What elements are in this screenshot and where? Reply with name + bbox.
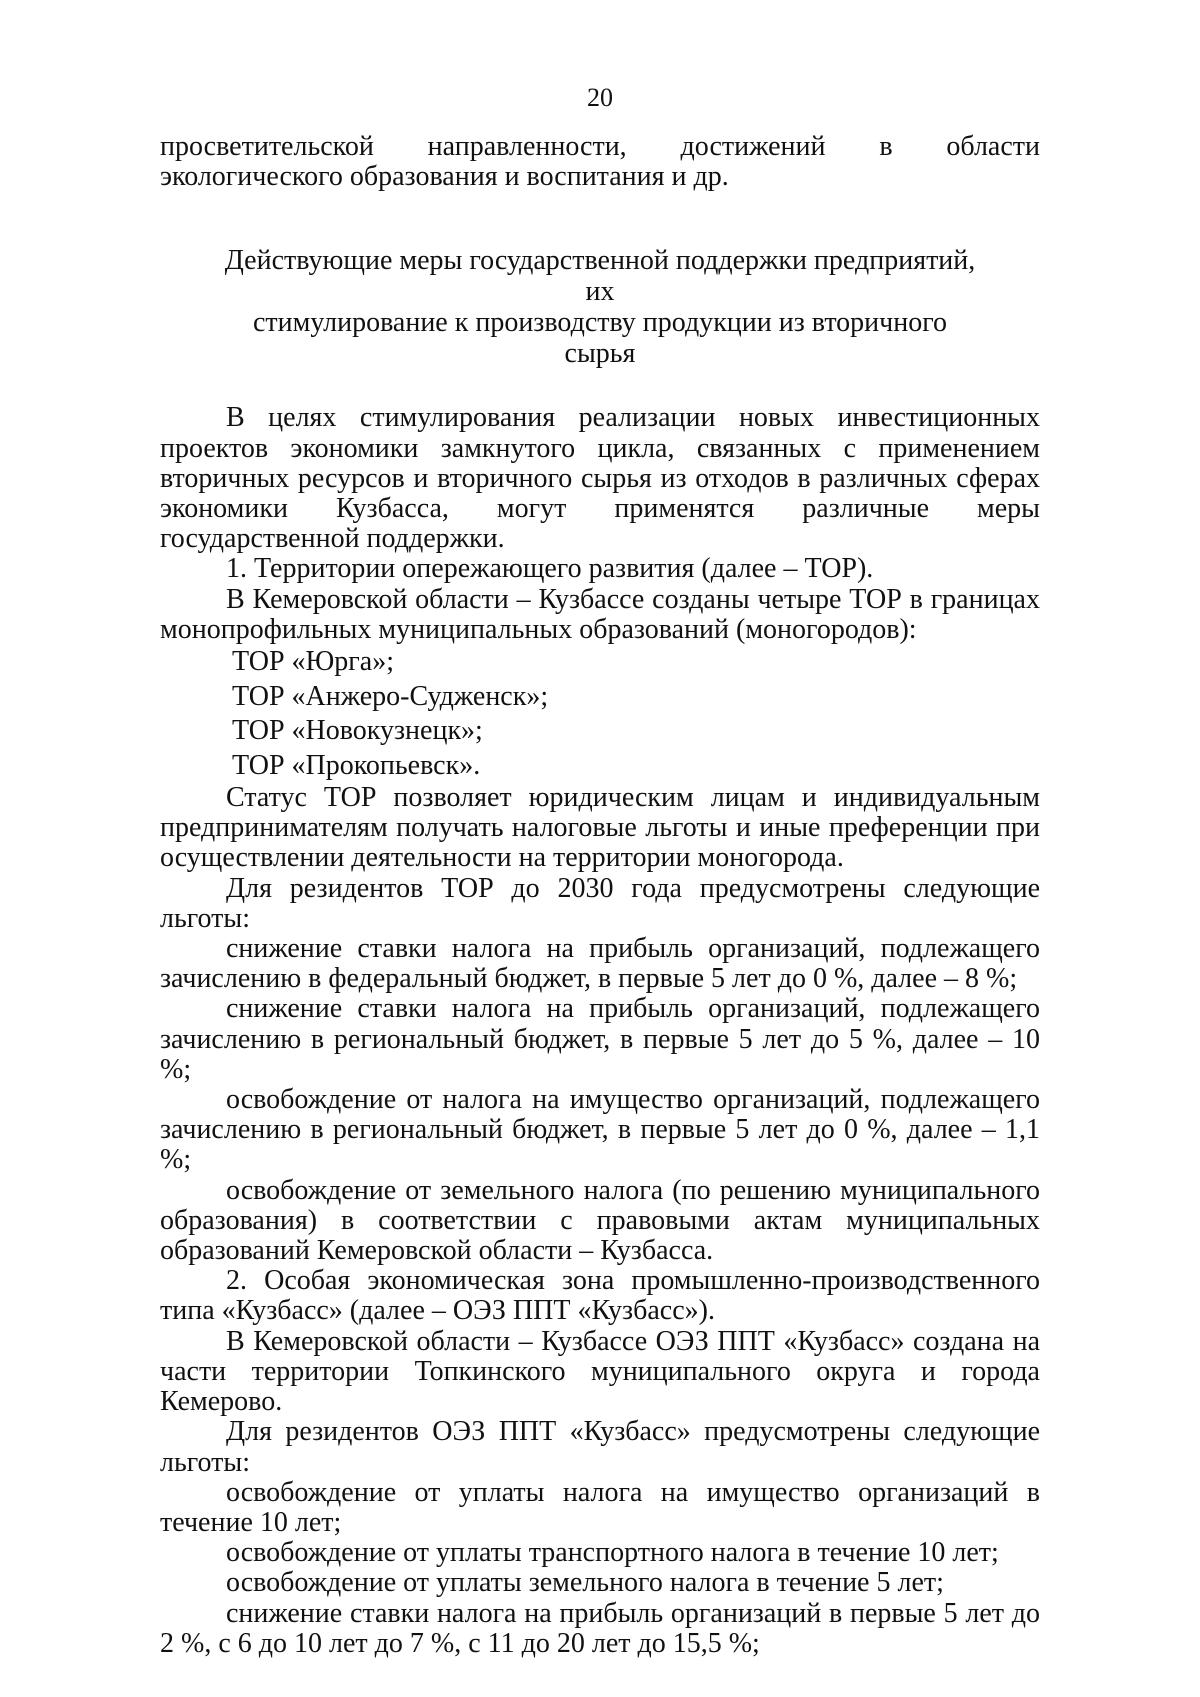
section-heading-line-1: Действующие меры государственной поддержки предприятий, их bbox=[224, 245, 976, 308]
list-item: ТОР «Прокопьевск». bbox=[232, 749, 481, 781]
paragraph-goals: В целях стимулирования реализации новых инвестиционных проектов экономики замкнутого цикла, связанных с применением вторичных ресурсов и вторичного сырья из отходов в различных сферах экономики Кузбасса, могут применятся различные меры государственной поддержки. bbox=[160, 402, 1040, 555]
paragraph-sez-benefits-intro: Для резидентов ОЭЗ ППТ «Кузбасс» предусмотрены следующие льготы: bbox=[160, 1416, 1040, 1478]
paragraph-tor-created: В Кемеровской области – Кузбассе созданы четыре ТОР в границах монопрофильных муниципальных образований (моногородов): bbox=[160, 583, 1040, 645]
section-heading bbox=[160, 245, 1040, 369]
list-item: ТОР «Юрга»; bbox=[232, 646, 394, 678]
paragraph-tor-title: 1. Территории опережающего развития (далее – ТОР). bbox=[226, 553, 874, 585]
tor-list bbox=[160, 645, 1040, 783]
paragraph-sez-created: В Кемеровской области – Кузбассе ОЭЗ ППТ «Кузбасс» создана на части территории Топкинского муниципального округа и города Кемерово. bbox=[160, 1325, 1040, 1418]
paragraph-benefit-regional-tax: снижение ставки налога на прибыль организаций, подлежащего зачислению в региональный бюджет, в первые 5 лет до 5 %, далее – 10 %; bbox=[160, 993, 1040, 1085]
spacer bbox=[160, 192, 1040, 245]
spacer bbox=[160, 369, 1040, 403]
section-heading-line-2: стимулирование к производству продукции из вторичного сырья bbox=[252, 307, 948, 370]
document-body bbox=[160, 132, 1040, 1659]
list-item: ТОР «Новокузнецк»; bbox=[232, 715, 483, 747]
paragraph-sez-profit-tax: снижение ставки налога на прибыль организаций в первые 5 лет до 2 %, с 6 до 10 лет до 7 %, с 11 до 20 лет до 15,5 %; bbox=[160, 1597, 1040, 1659]
paragraph-sez-title: 2. Особая экономическая зона промышленно-производственного типа «Кузбасс» (далее – ОЭЗ ППТ «Кузбасс»). bbox=[160, 1265, 1040, 1327]
paragraph-sez-transport-tax: освобождение от уплаты транспортного налога в течение 10 лет; bbox=[226, 1537, 999, 1569]
paragraph-benefit-federal-tax: снижение ставки налога на прибыль организаций, подлежащего зачислению в федеральный бюджет, в первые 5 лет до 0 %, далее – 8 %; bbox=[160, 933, 1040, 995]
intro-paragraph: просветительской направленности, достижений в области экологического образования и воспитания и др. bbox=[160, 131, 1040, 193]
paragraph-sez-land-tax: освобождение от уплаты земельного налога в течение 5 лет; bbox=[226, 1567, 944, 1599]
paragraph-benefit-property-tax: освобождение от налога на имущество организаций, подлежащего зачислению в региональный бюджет, в первые 5 лет до 0 %, далее – 1,1 %; bbox=[160, 1084, 1040, 1176]
page-number: 20 bbox=[587, 83, 613, 112]
paragraph-benefit-land-tax: освобождение от земельного налога (по решению муниципального образования) в соответствии с правовыми актам муниципальных образований Кемеровской области – Кузбасса. bbox=[160, 1174, 1040, 1267]
paragraph-tor-benefits-intro: Для резидентов ТОР до 2030 года предусмотрены следующие льготы: bbox=[160, 872, 1040, 934]
list-item: ТОР «Анжеро-Судженск»; bbox=[232, 680, 549, 712]
paragraph-sez-property-tax: освобождение от уплаты налога на имущество организаций в течение 10 лет; bbox=[160, 1476, 1040, 1538]
paragraph-tor-status: Статус ТОР позволяет юридическим лицам и индивидуальным предпринимателям получать налоговые льготы и иные преференции при осуществлении деятельности на территории моногорода. bbox=[160, 782, 1040, 874]
